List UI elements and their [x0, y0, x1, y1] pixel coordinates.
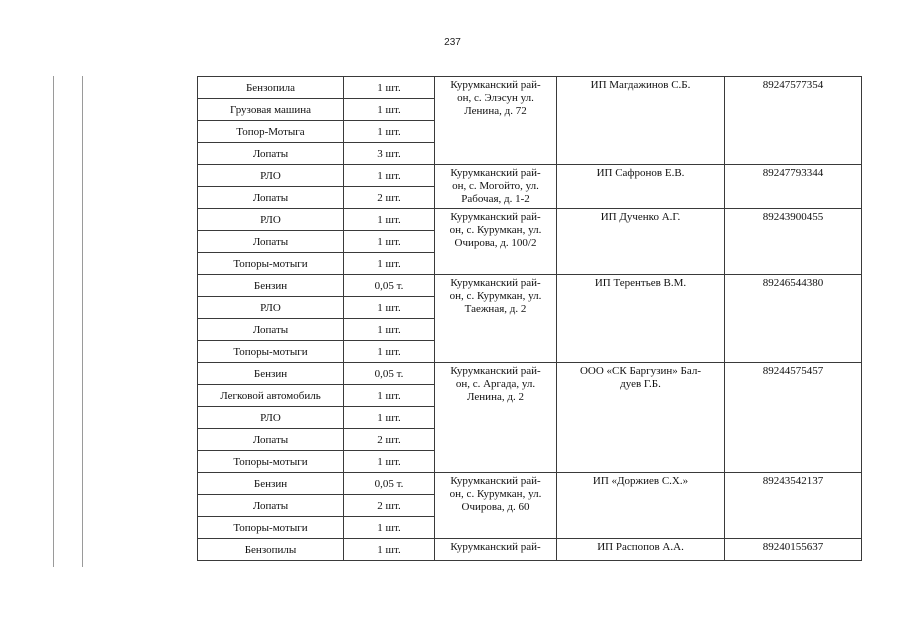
address-cell: Курумканский рай- он, с. Аргада, ул. Ленина, д. 2 — [435, 363, 557, 473]
organization-cell: ИП Сафронов Е.В. — [557, 165, 725, 209]
address-cell: Курумканский рай- он, с. Курумкан, ул. Очирова, д. 60 — [435, 473, 557, 539]
item-qty-cell: 1 шт. — [344, 319, 435, 341]
item-qty-cell: 1 шт. — [344, 517, 435, 539]
address-cell: Курумканский рай- он, с. Могойто, ул. Рабочая, д. 1-2 — [435, 165, 557, 209]
item-qty-cell: 1 шт. — [344, 209, 435, 231]
phone-cell: 89240155637 — [725, 539, 862, 561]
phone-cell: 89247793344 — [725, 165, 862, 209]
phone-cell: 89247577354 — [725, 77, 862, 165]
item-qty-cell: 0,05 т. — [344, 275, 435, 297]
item-qty-cell: 3 шт. — [344, 143, 435, 165]
item-qty-cell: 1 шт. — [344, 165, 435, 187]
item-name-cell: Бензин — [198, 473, 344, 495]
item-name-cell: Топоры-мотыги — [198, 341, 344, 363]
item-name-cell: Лопаты — [198, 319, 344, 341]
resources-table — [197, 76, 862, 561]
item-name-cell: Бензопилы — [198, 539, 344, 561]
item-qty-cell: 1 шт. — [344, 341, 435, 363]
organization-cell: ИП Распопов А.А. — [557, 539, 725, 561]
phone-cell: 89244575457 — [725, 363, 862, 473]
item-qty-cell: 1 шт. — [344, 231, 435, 253]
address-cell: Курумканский рай- он, с. Элэсун ул. Ленина, д. 72 — [435, 77, 557, 165]
item-name-cell: Топоры-мотыги — [198, 451, 344, 473]
item-qty-cell: 1 шт. — [344, 297, 435, 319]
organization-cell: ИП Магдажинов С.Б. — [557, 77, 725, 165]
item-qty-cell: 1 шт. — [344, 121, 435, 143]
item-qty-cell: 1 шт. — [344, 99, 435, 121]
page-number: 237 — [444, 37, 461, 48]
organization-cell: ИП Дученко А.Г. — [557, 209, 725, 275]
item-qty-cell: 0,05 т. — [344, 363, 435, 385]
phone-cell: 89246544380 — [725, 275, 862, 363]
left-margin-line — [82, 76, 83, 567]
left-margin-line — [53, 76, 54, 567]
phone-cell: 89243900455 — [725, 209, 862, 275]
item-qty-cell: 1 шт. — [344, 539, 435, 561]
organization-cell: ИП «Доржиев С.Х.» — [557, 473, 725, 539]
item-qty-cell: 1 шт. — [344, 407, 435, 429]
item-qty-cell: 1 шт. — [344, 385, 435, 407]
item-name-cell: РЛО — [198, 407, 344, 429]
item-name-cell: Грузовая машина — [198, 99, 344, 121]
item-name-cell: Лопаты — [198, 231, 344, 253]
item-name-cell: Лопаты — [198, 187, 344, 209]
item-qty-cell: 0,05 т. — [344, 473, 435, 495]
item-name-cell: Легковой автомобиль — [198, 385, 344, 407]
item-name-cell: РЛО — [198, 209, 344, 231]
table-row — [198, 165, 862, 187]
item-name-cell: Топоры-мотыги — [198, 253, 344, 275]
item-name-cell: РЛО — [198, 297, 344, 319]
table-row — [198, 275, 862, 297]
item-name-cell: РЛО — [198, 165, 344, 187]
table-row — [198, 539, 862, 561]
table-row — [198, 77, 862, 99]
item-name-cell: Лопаты — [198, 429, 344, 451]
address-cell: Курумканский рай- он, с. Курумкан, ул. Очирова, д. 100/2 — [435, 209, 557, 275]
item-qty-cell: 2 шт. — [344, 187, 435, 209]
item-name-cell: Топоры-мотыги — [198, 517, 344, 539]
table-row — [198, 209, 862, 231]
item-qty-cell: 2 шт. — [344, 495, 435, 517]
item-qty-cell: 1 шт. — [344, 451, 435, 473]
item-qty-cell: 1 шт. — [344, 253, 435, 275]
table-row — [198, 363, 862, 385]
table-row — [198, 473, 862, 495]
item-name-cell: Бензин — [198, 363, 344, 385]
item-qty-cell: 2 шт. — [344, 429, 435, 451]
table-body — [198, 77, 862, 561]
item-name-cell: Топор-Мотыга — [198, 121, 344, 143]
item-name-cell: Лопаты — [198, 143, 344, 165]
address-cell: Курумканский рай- — [435, 539, 557, 561]
item-name-cell: Бензин — [198, 275, 344, 297]
item-name-cell: Лопаты — [198, 495, 344, 517]
organization-cell: ООО «СК Баргузин» Бал- дуев Г.Б. — [557, 363, 725, 473]
item-qty-cell: 1 шт. — [344, 77, 435, 99]
item-name-cell: Бензопила — [198, 77, 344, 99]
address-cell: Курумканский рай- он, с. Курумкан, ул. Таежная, д. 2 — [435, 275, 557, 363]
organization-cell: ИП Терентьев В.М. — [557, 275, 725, 363]
phone-cell: 89243542137 — [725, 473, 862, 539]
